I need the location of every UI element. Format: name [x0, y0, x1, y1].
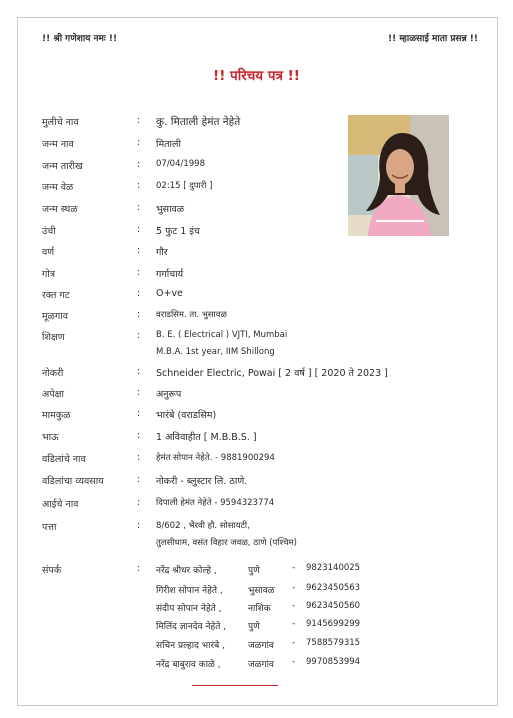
- label-name: मुलीचे नाव: [42, 117, 79, 128]
- value-complexion: गौर: [156, 247, 168, 258]
- label-education: शिक्षण: [42, 332, 65, 343]
- footer-divider: [192, 685, 278, 686]
- contact-name: मिलिंद ज्ञानदेव नेहेते ,: [156, 622, 227, 632]
- contact-phone: 9623450563: [306, 583, 361, 593]
- separator: :: [137, 267, 141, 278]
- label-father-name: वडिलांचे नाव: [42, 454, 86, 465]
- value-native: वराडसिम. ता. भुसावळ: [156, 310, 227, 320]
- contact-name: सचिन प्रल्हाद भारंबे ,: [156, 641, 225, 651]
- value-name: कु. मिताली हेमंत नेहेते: [156, 116, 241, 128]
- profile-photo-image: [348, 115, 449, 236]
- value-father-job: नोकरी - ब्लुस्टार लि. ठाणे.: [156, 476, 248, 487]
- contact-phone: 9145699299: [306, 619, 361, 629]
- contact-phone: 9823140025: [306, 563, 361, 573]
- value-birth-place: भुसावळ: [156, 204, 185, 215]
- contact-dash: -: [292, 657, 296, 667]
- label-maternal: मामकुळ: [42, 410, 71, 421]
- value-education-line2: M.B.A. 1st year, IIM Shillong: [156, 347, 275, 357]
- label-mother-name: आईचे नाव: [42, 499, 79, 510]
- separator: :: [137, 309, 141, 320]
- value-maternal: भारंबे (वराडसिम): [156, 410, 217, 421]
- label-job: नोकरी: [42, 368, 64, 379]
- value-father-name: हेमंत सोपान नेहेते. - 9881900294: [156, 453, 275, 463]
- value-address-line1: 8/602 , भैरवी हौ. सोसायटी,: [156, 521, 250, 531]
- label-brother: भाऊ: [42, 432, 59, 443]
- separator: :: [137, 159, 141, 170]
- contact-city: जळगांव: [248, 660, 274, 670]
- label-gotra: गोत्र: [42, 269, 56, 280]
- contact-phone: 9970853994: [306, 657, 361, 667]
- contact-dash: -: [292, 619, 296, 629]
- value-job: Schneider Electric, Powai [ 2 वर्ष ] [ 2020 ते 2023 ]: [156, 368, 388, 379]
- profile-photo: [348, 115, 449, 236]
- value-dob: 07/04/1998: [156, 159, 205, 169]
- value-expectation: अनुरूप: [156, 389, 182, 400]
- separator: :: [137, 408, 141, 419]
- contact-name: नरेंद्र बाबुराव काळे ,: [156, 660, 221, 670]
- contact-city: नाशिक: [248, 604, 271, 614]
- contact-city: पुणे: [248, 566, 260, 576]
- separator: :: [137, 224, 141, 235]
- contact-name: संदीप सोपान नेहेते ,: [156, 604, 222, 614]
- label-birth-name: जन्म नाव: [42, 139, 74, 150]
- separator: :: [137, 474, 141, 485]
- value-education-line1: B. E. ( Electrical ) VJTI, Mumbai: [156, 330, 288, 340]
- contact-city: पुणे: [248, 622, 260, 632]
- label-address: पत्ता: [42, 522, 57, 533]
- value-blood-group: O+ve: [156, 288, 183, 299]
- separator: :: [137, 180, 141, 191]
- contact-name: नरेंद्र श्रीधर कोल्हे ,: [156, 566, 217, 576]
- separator: :: [137, 430, 141, 441]
- contact-dash: -: [292, 583, 296, 593]
- separator: :: [137, 137, 141, 148]
- contact-city: जळगांव: [248, 641, 274, 651]
- value-birth-time: 02:15 [ दुपारी ]: [156, 181, 213, 191]
- contact-phone: 7588579315: [306, 638, 361, 648]
- separator: :: [137, 202, 141, 213]
- header-right-invocation: !! म्हाळसाई माता प्रसन्न !!: [388, 34, 478, 44]
- separator: :: [137, 245, 141, 256]
- value-brother: 1 अविवाहीत [ M.B.B.S. ]: [156, 432, 257, 443]
- separator: :: [137, 288, 141, 299]
- value-birth-name: मिताली: [156, 139, 181, 150]
- label-birth-time: जन्म वेळ: [42, 182, 74, 193]
- contact-dash: -: [292, 638, 296, 648]
- label-birth-place: जन्म स्थळ: [42, 204, 78, 215]
- contact-phone: 9623450560: [306, 601, 361, 611]
- contact-name: गिरीश सोपान नेहेते ,: [156, 586, 223, 596]
- page-title: !! परिचय पत्र !!: [213, 68, 300, 84]
- separator: :: [137, 387, 141, 398]
- separator: :: [137, 452, 141, 463]
- label-father-job: वडिलांचा व्यवसाय: [42, 476, 104, 487]
- separator: :: [137, 330, 141, 341]
- separator: :: [137, 366, 141, 377]
- label-contacts: संपर्क: [42, 565, 62, 576]
- separator: :: [137, 497, 141, 508]
- separator: :: [137, 115, 141, 126]
- value-gotra: गर्गाचार्य: [156, 269, 184, 280]
- label-native: मूळगाव: [42, 311, 68, 322]
- value-height: 5 फुट 1 इंच: [156, 226, 200, 237]
- separator: :: [137, 520, 141, 531]
- contact-city: भुसावळ: [248, 586, 275, 596]
- header-left-invocation: !! श्री गणेशाय नमः !!: [42, 34, 118, 44]
- contact-dash: -: [292, 563, 296, 573]
- label-complexion: वर्ण: [42, 247, 55, 258]
- label-height: उंची: [42, 226, 56, 237]
- contact-dash: -: [292, 601, 296, 611]
- separator: :: [137, 563, 141, 574]
- value-address-line2: तुलसीधाम, वसंत विहार जवळ, ठाणे (पश्चिम): [156, 538, 297, 548]
- label-expectation: अपेक्षा: [42, 389, 64, 400]
- value-mother-name: दिपाली हेमंत नेहेते - 9594323774: [156, 498, 275, 508]
- label-blood-group: रक्त गट: [42, 290, 70, 301]
- label-dob: जन्म तारीख: [42, 161, 83, 172]
